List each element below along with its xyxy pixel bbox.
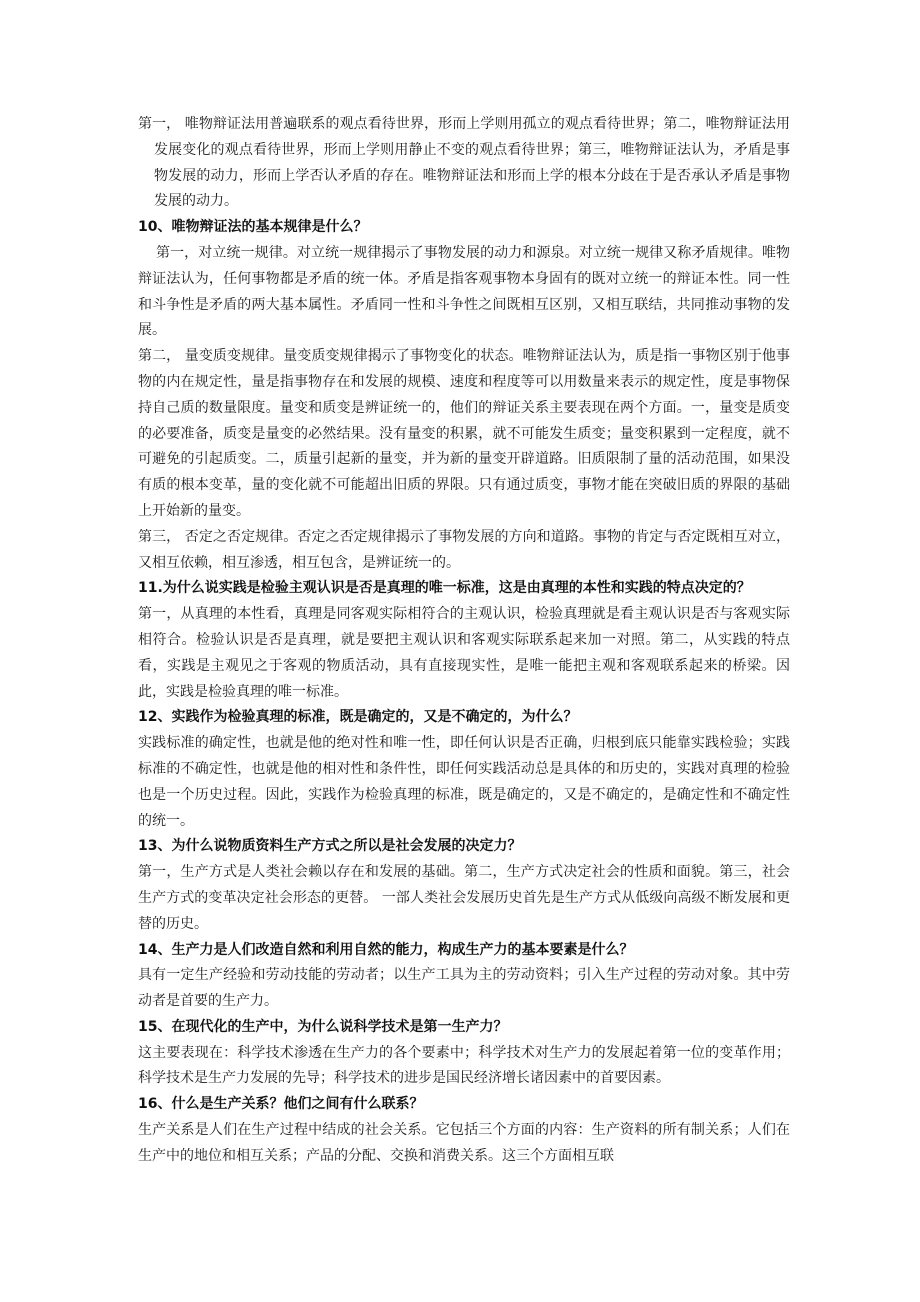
question-16-paragraph: 生产关系是人们在生产过程中结成的社会关系。它包括三个方面的内容：生产资料的所有制关系；人们在生产中的地位和相互关系；产品的分配、交换和消费关系。这三个方面相互联	[138, 1122, 790, 1164]
question-14-heading: 14、生产力是人们改造自然和利用自然的能力，构成生产力的基本要素是什么？	[138, 941, 634, 958]
question-13-paragraph: 第一，生产方式是人类社会赖以存在和发展的基础。第二，生产方式决定社会的性质和面貌。第三，社会生产方式的变革决定社会形态的更替。 一部人类社会发展历史首先是生产方式从低级向高级不断发展和更替的历史。	[138, 864, 790, 932]
question-12-paragraph: 实践标准的确定性，也就是他的绝对性和唯一性，即任何认识是否正确，归根到底只能靠实践检验；实践标准的不确定性，也就是他的相对性和条件性，即任何实践活动总是具体的和历史的，实践对真理的检验也是一个历史过程。因此，实践作为检验真理的标准，既是确定的，又是不确定的，是确定性和不确定性的统一。	[138, 735, 790, 829]
document-page	[138, 112, 790, 1170]
question-10-paragraph-2: 第二， 量变质变规律。量变质变规律揭示了事物变化的状态。唯物辩证法认为，质是指一事物区别于他事物的内在规定性，量是指事物存在和发展的规模、速度和程度等可以用数量来表示的规定性，度是事物保持自己质的数量限度。量变和质变是辨证统一的，他们的辩证关系主要表现在两个方面。一，量变是质变的必要准备，质变是量变的必然结果。没有量变的积累，就不可能发生质变；量变积累到一定程度，就不可避免的引起质变。二，质量引起新的量变，并为新的量变开辟道路。旧质限制了量的活动范围，如果没有质的根本变革，量的变化就不可能超出旧质的界限。只有通过质变，事物才能在突破旧质的界限的基础上开始新的量变。	[138, 348, 790, 519]
question-10-heading: 10、唯物辩证法的基本规律是什么？	[138, 219, 368, 236]
question-16-heading: 16、什么是生产关系？他们之间有什么联系？	[138, 1096, 424, 1113]
question-14-paragraph: 具有一定生产经验和劳动技能的劳动者；以生产工具为主的劳动资料；引入生产过程的劳动对象。其中劳动者是首要的生产力。	[138, 967, 790, 1010]
question-10-paragraph-1: 第一，对立统一规律。对立统一规律揭示了事物发展的动力和源泉。对立统一规律又称矛盾规律。唯物辩证法认为，任何事物都是矛盾的统一体。矛盾是指客观事物本身固有的既对立统一的辩证本性。同一性和斗争性是矛盾的两大基本属性。矛盾同一性和斗争性之间既相互区别，又相互联结，共同推动事物的发展。	[138, 244, 790, 339]
question-12-heading: 12、实践作为检验真理的标准，既是确定的，又是不确定的，为什么？	[138, 709, 578, 726]
question-15-heading: 15、在现代化的生产中，为什么说科学技术是第一生产力？	[138, 1018, 508, 1035]
question-13-heading: 13、为什么说物质资料生产方式之所以是社会发展的决定力？	[138, 838, 522, 855]
question-15-paragraph: 这主要表现在：科学技术渗透在生产力的各个要素中；科学技术对生产力的发展起着第一位的变革作用；科学技术是生产力发展的先导；科学技术的进步是国民经济增长诸因素中的首要因素。	[138, 1044, 790, 1087]
question-11-paragraph: 第一，从真理的本性看，真理是同客观实际相符合的主观认识，检验真理就是看主观认识是否与客观实际相符合。检验认识是否是真理，就是要把主观认识和客观实际联系起来加一对照。第二，从实践的特点看，实践是主观见之于客观的物质活动，具有直接现实性，是唯一能把主观和客观联系起来的桥梁。因此，实践是检验真理的唯一标准。	[138, 606, 790, 700]
intro-paragraph: 第一， 唯物辩证法用普遍联系的观点看待世界，形而上学则用孤立的观点看待世界；第二，唯物辩证法用发展变化的观点看待世界，形而上学则用静止不变的观点看待世界；第三，唯物辩证法认为，矛盾是事物发展的动力，形而上学否认矛盾的存在。唯物辩证法和形而上学的根本分歧在于是否承认矛盾是事物发展的动力。	[138, 116, 790, 210]
question-11-heading: 11.为什么说实践是检验主观认识是否是真理的唯一标准，这是由真理的本性和实践的特点决定的？	[138, 580, 751, 597]
question-10-paragraph-3: 第三， 否定之否定规律。否定之否定规律揭示了事物发展的方向和道路。事物的肯定与否定既相互对立，又相互依赖，相互渗透，相互包含，是辨证统一的。	[138, 528, 790, 571]
